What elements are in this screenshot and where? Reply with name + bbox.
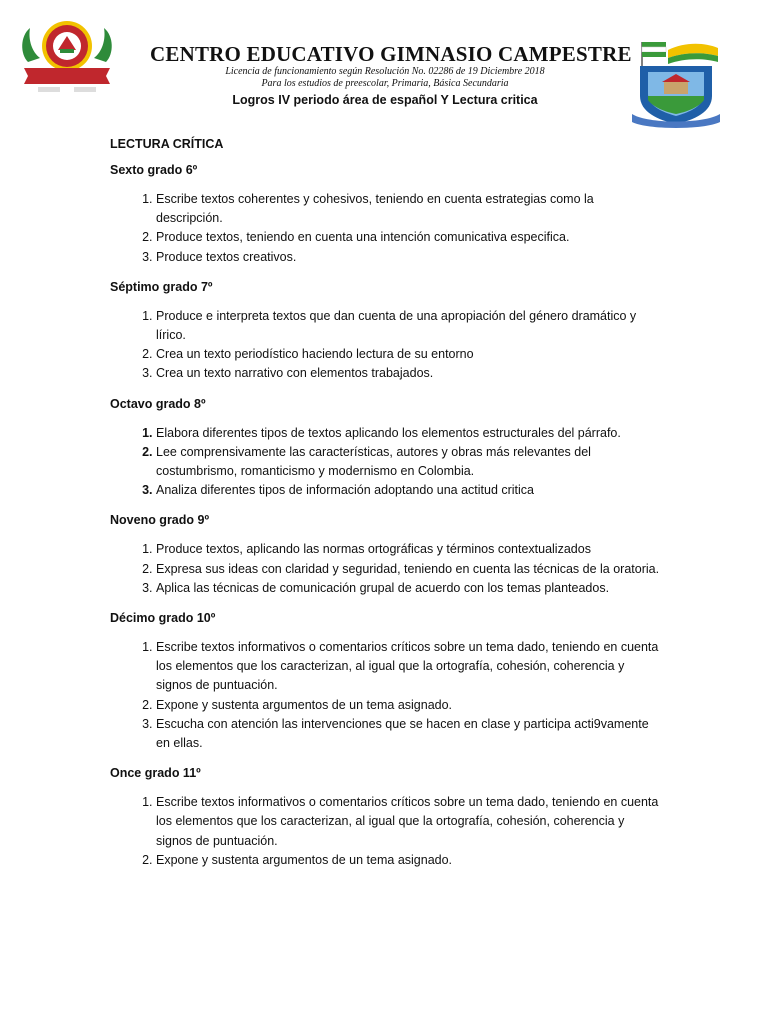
achievement-list <box>110 424 660 501</box>
list-item: 2. Expresa sus ideas con claridad y seguridad, teniendo en cuenta las técnicas de la oratoria. <box>156 560 660 579</box>
list-item: 1. Elabora diferentes tipos de textos aplicando los elementos estructurales del párrafo. <box>156 424 660 443</box>
section-septimo <box>110 279 660 384</box>
list-item: 2. Produce textos, teniendo en cuenta una intención comunicativa especifica. <box>156 228 660 247</box>
document-body <box>110 136 660 882</box>
list-item: 1. Escribe textos informativos o comentarios críticos sobre un tema dado, teniendo en cuenta los elementos que los caracterizan, al igual que la ortografía, cohesión, coherencia y signos de puntuación. <box>156 638 660 696</box>
section-title: Noveno grado 9º <box>110 513 210 528</box>
section-octavo <box>110 396 660 501</box>
list-item: 1. Produce textos, aplicando las normas ortográficas y términos contextualizados <box>156 540 660 559</box>
section-noveno <box>110 512 660 598</box>
list-item: 3. Analiza diferentes tipos de información adoptando una actitud critica <box>156 481 660 500</box>
license-line: Licencia de funcionamiento según Resolución No. 02286 de 19 Diciembre 2018 <box>225 66 545 77</box>
list-item: 3. Produce textos creativos. <box>156 248 660 267</box>
municipal-coat-of-arms-icon <box>628 38 724 130</box>
section-title: Sexto grado 6º <box>110 163 198 177</box>
section-once <box>110 765 660 870</box>
school-crest-icon <box>16 14 118 96</box>
list-item: 2. Lee comprensivamente las características, autores y obras más relevantes del costumbrismo, romanticismo y modernismo en Colombia. <box>156 443 660 481</box>
list-item: 1. Escribe textos informativos o comentarios críticos sobre un tema dado, teniendo en cuenta los elementos que los caracterizan, al igual que la ortografía, cohesión, coherencia y signos de puntuación. <box>156 793 660 851</box>
list-item: 3. Escucha con atención las intervenciones que se hacen en clase y participa acti9vamente en ellas. <box>156 715 660 753</box>
section-title: Décimo grado 10º <box>110 611 216 626</box>
list-item: 1. Produce e interpreta textos que dan cuenta de una apropiación del género dramático y lírico. <box>156 307 660 345</box>
main-heading: LECTURA CRÍTICA <box>110 137 224 151</box>
section-title: Octavo grado 8º <box>110 396 206 411</box>
list-item: 2. Crea un texto periodístico haciendo lectura de su entorno <box>156 345 660 364</box>
section-decimo <box>110 610 660 753</box>
list-item: 2. Expone y sustenta argumentos de un tema asignado. <box>156 851 660 870</box>
achievement-list <box>110 540 660 598</box>
list-item: 3. Crea un texto narrativo con elementos trabajados. <box>156 364 660 383</box>
list-item: 2. Expone y sustenta argumentos de un tema asignado. <box>156 696 660 715</box>
achievement-list <box>110 793 660 870</box>
studies-line: Para los estudios de preescolar, Primaria, Básica Secundaria <box>261 78 509 89</box>
document-title: Logros IV periodo área de español Y Lectura critica <box>232 93 538 107</box>
achievement-list <box>110 638 660 753</box>
section-title: Séptimo grado 7º <box>110 279 213 294</box>
achievement-list <box>110 307 660 384</box>
list-item: 1. Escribe textos coherentes y cohesivos, teniendo en cuenta estrategias como la descripción. <box>156 190 660 228</box>
achievement-list <box>110 190 660 267</box>
school-name: CENTRO EDUCATIVO GIMNASIO CAMPESTRE <box>150 42 632 66</box>
section-title: Once grado 11º <box>110 766 201 781</box>
list-item: 3. Aplica las técnicas de comunicación grupal de acuerdo con los temas planteados. <box>156 579 660 598</box>
section-sexto <box>110 162 660 267</box>
